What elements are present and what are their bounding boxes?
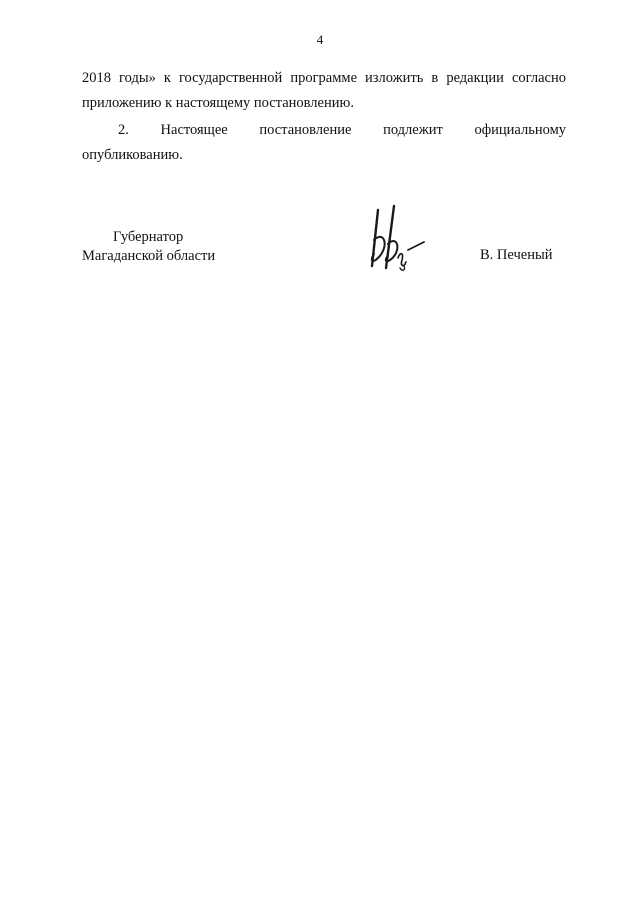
- handwritten-signature-icon: [364, 200, 428, 276]
- signer-name: В. Печеный: [480, 247, 553, 263]
- signer-region: Магаданской области: [82, 248, 216, 264]
- paragraph-2-line-1: 2. Настоящее постановление подлежит официальному: [118, 122, 566, 138]
- page-number: 4: [316, 32, 324, 47]
- signature-block: [82, 228, 215, 266]
- paragraph-2: [82, 118, 566, 168]
- paragraph-1: [82, 66, 566, 116]
- paragraph-1-line-2: приложению к настоящему постановлению.: [82, 95, 354, 111]
- paragraph-1-line-1: 2018 годы» к государственной программе изложить в редакции согласно: [82, 70, 566, 86]
- paragraph-2-line-2: опубликованию.: [82, 147, 183, 163]
- signer-title: Губернатор: [113, 229, 184, 245]
